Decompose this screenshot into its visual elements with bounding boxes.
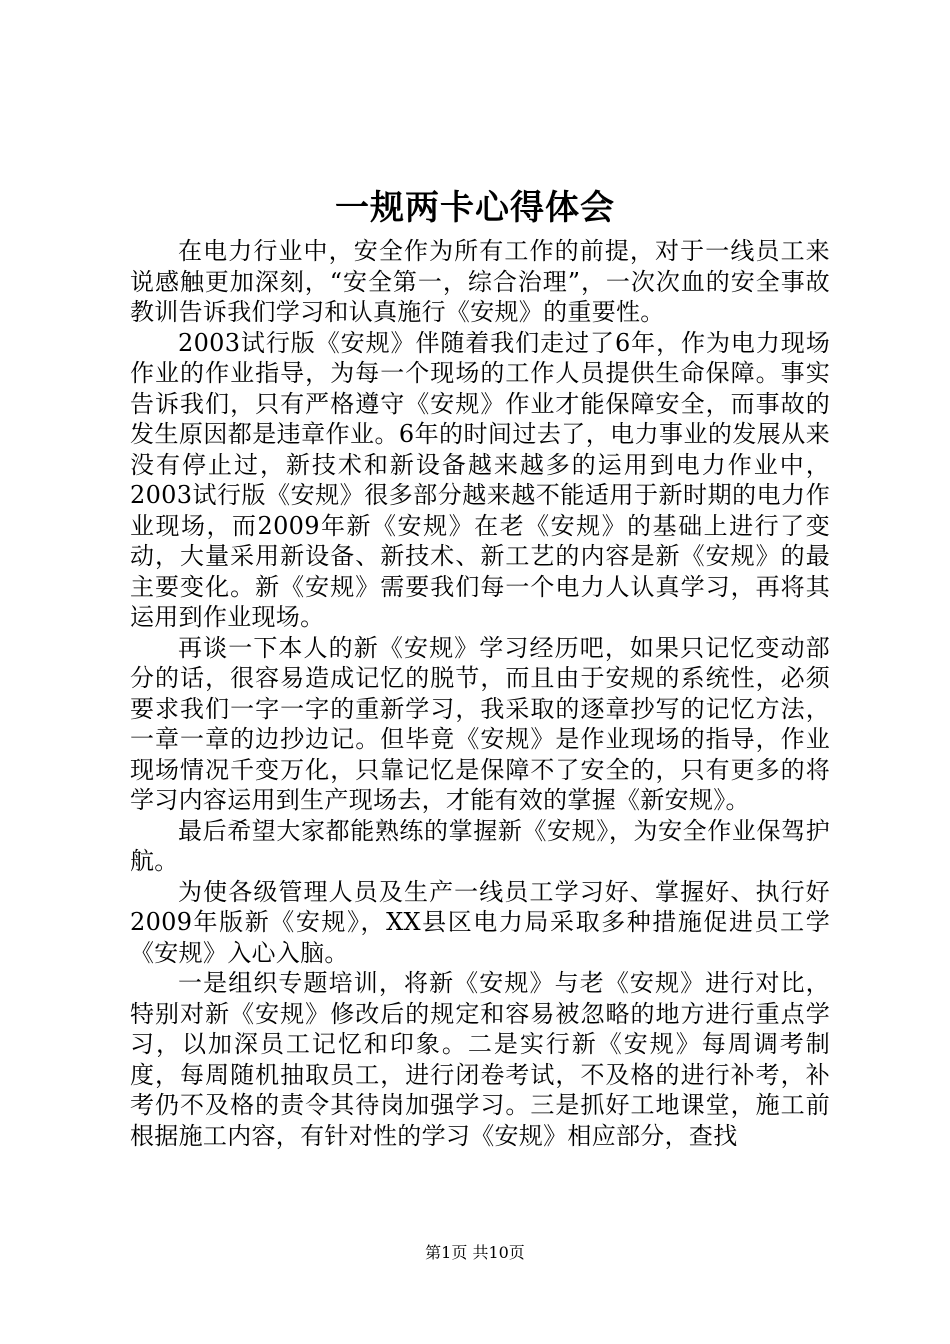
- document-title: 一规两卡心得体会: [335, 188, 615, 228]
- page-number-footer: 第1页 共10页: [425, 1243, 525, 1262]
- paragraph-5: 为使各级管理人员及生产一线员工学习好、掌握好、执行好2009年版新《安规》，XX县区电力局采取多种措施促进员工学《安规》入心入脑。: [130, 877, 830, 967]
- paragraph-4: 最后希望大家都能熟练的掌握新《安规》，为安全作业保驾护航。: [130, 816, 830, 875]
- paragraph-3: 再谈一下本人的新《安规》学习经历吧，如果只记忆变动部分的话，很容易造成记忆的脱节，而且由于安规的系统性，必须要求我们一字一字的重新学习，我采取的逐章抄写的记忆方法，一章一章的边抄边记。但毕竟《安规》是作业现场的指导，作业现场情况千变万化，只靠记忆是保障不了安全的，只有更多的将学习内容运用到生产现场去，才能有效的掌握《新安规》。: [130, 633, 830, 814]
- paragraph-6: 一是组织专题培训，将新《安规》与老《安规》进行对比，特别对新《安规》修改后的规定和容易被忽略的地方进行重点学习，以加深员工记忆和印象。二是实行新《安规》每周调考制度，每周随机抽取员工，进行闭卷考试，不及格的进行补考，补考仍不及格的责令其待岗加强学习。三是抓好工地课堂，施工前根据施工内容，有针对性的学习《安规》相应部分，查找: [130, 969, 830, 1150]
- document-body: [130, 236, 830, 1151]
- paragraph-2: 2003试行版《安规》伴随着我们走过了6年，作为电力现场作业的作业指导，为每一个现场的工作人员提供生命保障。事实告诉我们，只有严格遵守《安规》作业才能保障安全，而事故的发生原因都是违章作业。6年的时间过去了，电力事业的发展从来没有停止过，新技术和新设备越来越多的运用到电力作业中，2003试行版《安规》很多部分越来越不能适用于新时期的电力作业现场，而2009年新《安规》在老《安规》的基础上进行了变动，大量采用新设备、新技术、新工艺的内容是新《安规》的最主要变化。新《安规》需要我们每一个电力人认真学习，再将其运用到作业现场。: [130, 328, 830, 631]
- paragraph-1: 在电力行业中，安全作为所有工作的前提，对于一线员工来说感触更加深刻，“安全第一，综合治理”，一次次血的安全事故教训告诉我们学习和认真施行《安规》的重要性。: [130, 237, 830, 326]
